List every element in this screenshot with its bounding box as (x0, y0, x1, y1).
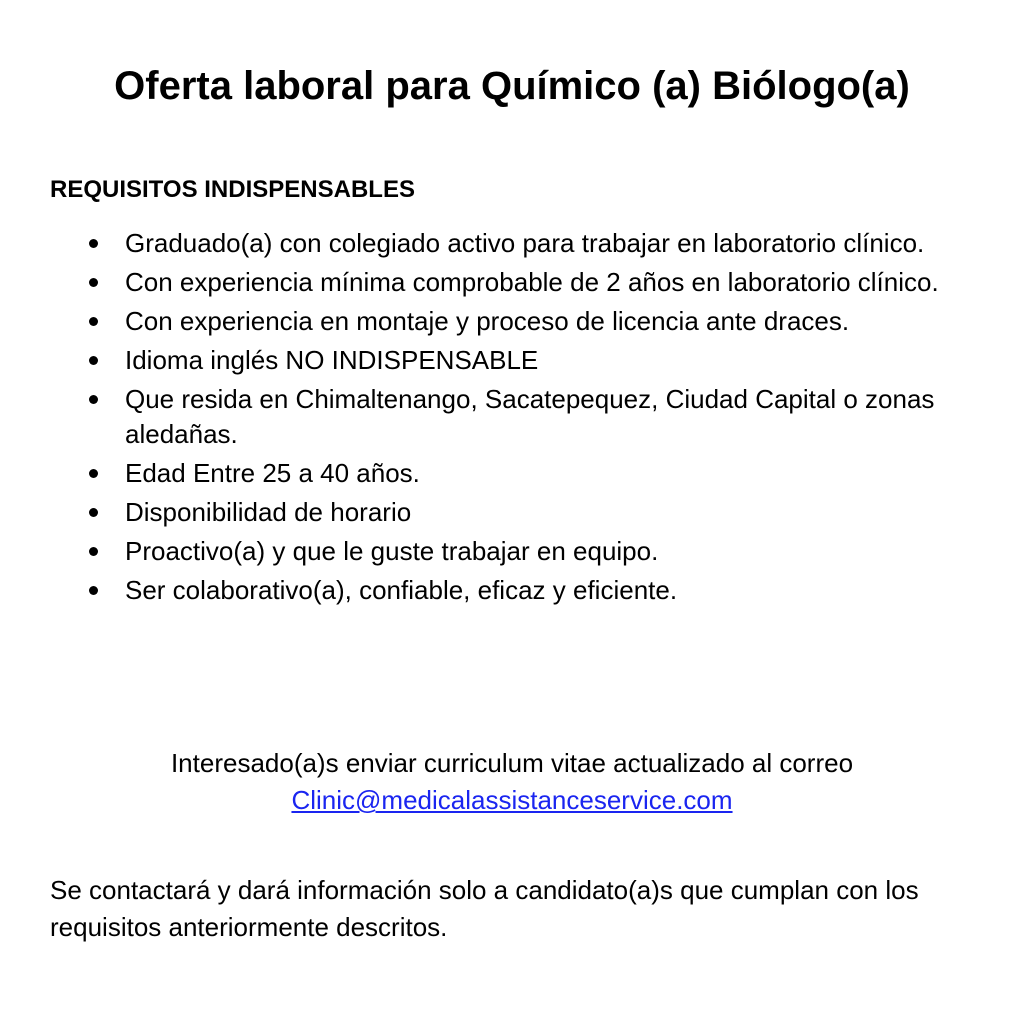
contact-email-link[interactable]: Clinic@medicalassistanceservice.com (291, 785, 733, 815)
requirement-item (0, 456, 1024, 491)
requirement-item (0, 226, 1024, 261)
footer-note: Se contactará y dará información solo a candidato(a)s que cumplan con los requisitos anteriormente descritos. (50, 875, 919, 942)
contact-section (0, 745, 1024, 819)
bullet-icon (89, 469, 98, 478)
bullet-icon (89, 395, 98, 404)
requirement-item (0, 495, 1024, 530)
contact-text: Interesado(a)s enviar curriculum vitae actualizado al correo (170, 748, 854, 778)
requirement-text: Ser colaborativo(a), confiable, eficaz y eficiente. (125, 575, 678, 605)
requirement-text: Proactivo(a) y que le guste trabajar en equipo. (125, 536, 659, 566)
requirement-text: Que resida en Chimaltenango, Sacatepequez, Ciudad Capital o zonas aledañas. (125, 384, 935, 449)
requirement-item (0, 534, 1024, 569)
requirement-item (0, 304, 1024, 339)
requirement-text: Edad Entre 25 a 40 años. (125, 458, 420, 488)
requirement-text: Graduado(a) con colegiado activo para trabajar en laboratorio clínico. (125, 228, 925, 258)
bullet-icon (89, 278, 98, 287)
requirement-text: Con experiencia en montaje y proceso de licencia ante draces. (125, 306, 850, 336)
bullet-icon (89, 508, 98, 517)
requirement-text: Idioma inglés NO INDISPENSABLE (125, 345, 539, 375)
requirement-item (0, 382, 1024, 452)
bullet-icon (89, 586, 98, 595)
page-title: Oferta laboral para Químico (a) Biólogo(a) (114, 64, 910, 108)
requirement-item (0, 343, 1024, 378)
requirement-text: Con experiencia mínima comprobable de 2 años en laboratorio clínico. (125, 267, 939, 297)
bullet-icon (89, 356, 98, 365)
requirement-text: Disponibilidad de horario (125, 497, 412, 527)
requirements-heading: REQUISITOS INDISPENSABLES (50, 176, 415, 203)
requirement-item (0, 265, 1024, 300)
bullet-icon (89, 239, 98, 248)
bullet-icon (89, 547, 98, 556)
requirement-item (0, 573, 1024, 608)
requirements-list (0, 226, 1024, 612)
bullet-icon (89, 317, 98, 326)
